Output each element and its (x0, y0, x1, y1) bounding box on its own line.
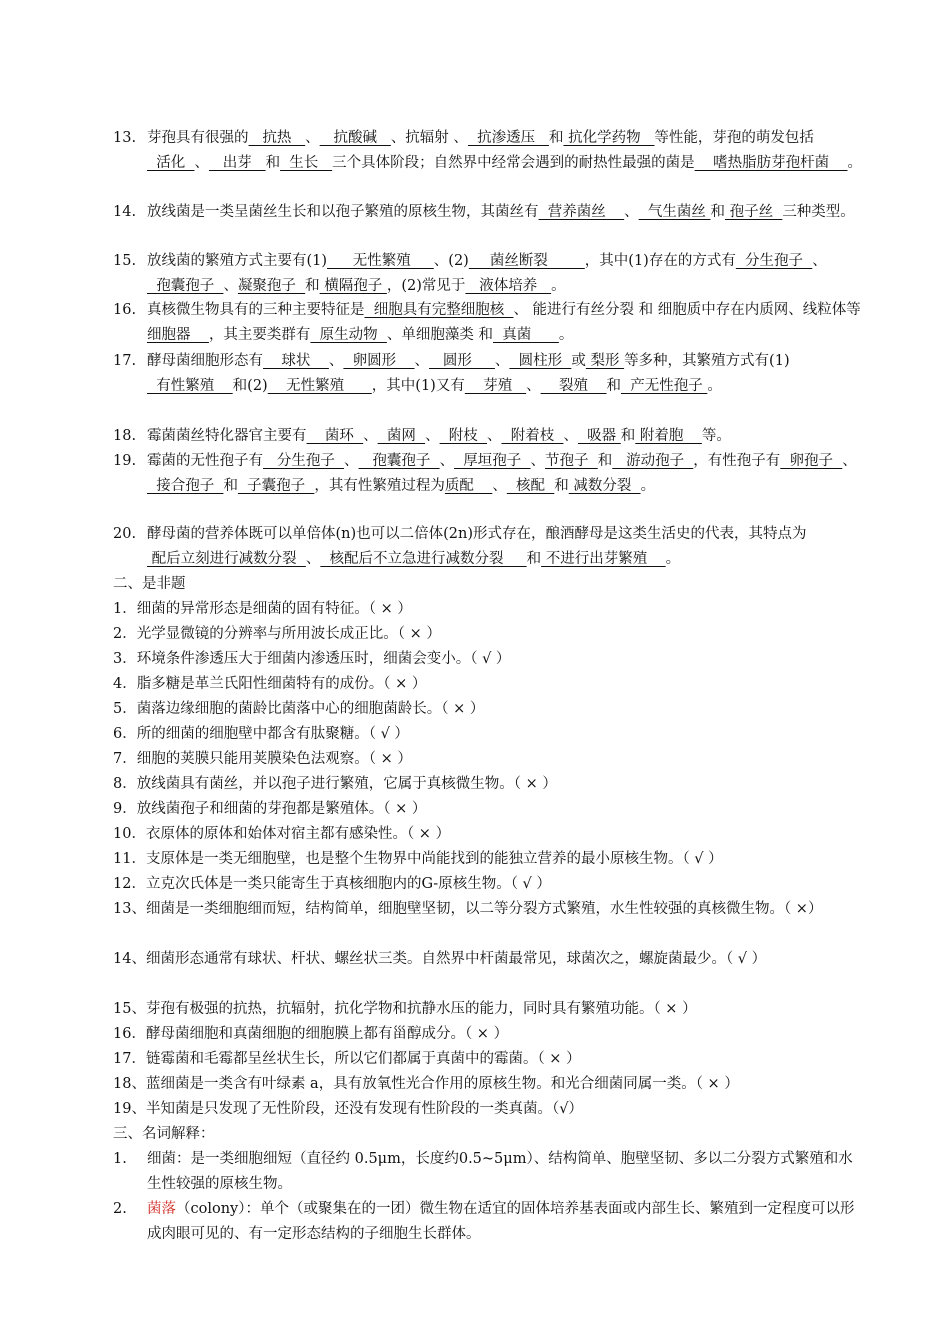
item-number: 14. (113, 204, 137, 220)
answer-blank: 抗热 (248, 130, 306, 146)
item-text-segment: 和 (305, 278, 320, 294)
tf-item: 3．环境条件渗透压大于细菌内渗透压时，细菌会变小。（ √ ） (113, 651, 511, 667)
tf-item: 8．放线菌具有菌丝，并以孢子进行繁殖，它属于真核微生物。（ × ） (113, 776, 557, 792)
answer-blank: 梨形 (585, 353, 625, 369)
answer-blank: 抗化学药物 (563, 130, 655, 146)
fill-item-16 (113, 298, 863, 348)
item-text-segment: ，有性孢子有 (693, 453, 781, 469)
answer-blank: 营养菌丝 (538, 204, 625, 220)
tf-item: 6．所的细菌的细胞壁中都含有肽聚糖。（ √ ） (113, 726, 409, 742)
item-text-segment: 。 (640, 478, 656, 494)
item-text-segment: 、 (494, 353, 510, 369)
item-text-segment: ，其中(1)存在的方式有 (584, 253, 736, 269)
item-text-segment: 和(2) (232, 378, 268, 394)
answer-blank: 芽殖 (464, 378, 527, 394)
fill-item-13 (113, 126, 863, 176)
item-text-segment: 和 (223, 478, 238, 494)
tf-item: 10．衣原体的原体和始体对宿主都有感染性。（ × ） (113, 826, 451, 842)
item-text-segment: 、 (624, 204, 639, 220)
item-text (147, 249, 863, 299)
item-text-segment: 、 (194, 155, 209, 171)
item-text-segment: ，(2)常见于 (386, 278, 466, 294)
answer-blank: 节孢子 (545, 453, 598, 469)
answer-blank: 细胞具有完整细胞核 (364, 302, 514, 318)
answer-blank: 不进行出芽繁殖 (541, 551, 666, 567)
item-text-segment: 放线菌的繁殖方式主要有(1) (147, 253, 328, 269)
answer-blank: 质配 (444, 478, 493, 494)
item-text-segment: 和 (597, 453, 613, 469)
item-text-segment: 或 (571, 353, 586, 369)
answer-blank: _ 无性繁殖 (327, 253, 434, 269)
item-text-segment: 。 (551, 278, 566, 294)
definition-body: 细菌：是一类细胞细短（直径约 0.5μm，长度约0.5~5μm）、结构简单、胞壁坚韧、多以二分裂方式繁殖和水生性较强的原核生物。 (147, 1151, 853, 1192)
answer-blank: 孢囊孢子 (358, 453, 440, 469)
answer-blank: 圆柱形 (509, 353, 572, 369)
tf-item: 1．细菌的异常形态是细菌的固有特征。（ × ） (113, 601, 412, 617)
answer-blank: 裂殖 (540, 378, 607, 394)
answer-blank: 液体培养 (465, 278, 552, 294)
item-text-segment: 、 (530, 453, 546, 469)
answer-blank: _菌丝断裂 (468, 253, 585, 269)
item-text-segment: 、 (414, 353, 430, 369)
item-number: 19. (113, 453, 137, 469)
tf-item: 12．立克次氏体是一类只能寄生于真核细胞内的G-原核生物。（ √ ） (113, 876, 551, 892)
answer-blank: 嗜热脂肪芽孢杆菌 (694, 155, 848, 171)
item-text-segment: 、 (223, 278, 238, 294)
fill-item-17 (113, 349, 863, 399)
item-text (147, 298, 863, 348)
answer-blank: 厚垣孢子 (454, 453, 531, 469)
item-text (147, 449, 863, 499)
fill-item-15 (113, 249, 863, 299)
answer-blank: 无性繁殖 (267, 378, 372, 394)
item-text (147, 522, 863, 572)
item-text-segment: 、 (305, 551, 321, 567)
item-text-segment: 、 (328, 353, 344, 369)
fill-item-20 (113, 522, 863, 572)
answer-blank: 细胞器 (147, 327, 209, 343)
item-number: 1. (113, 1151, 127, 1167)
item-text-segment: ，其中(1)又有 (371, 378, 465, 394)
answer-blank: 横隔孢子 (319, 278, 387, 294)
answer-blank: 生长 (280, 155, 333, 171)
answer-blank: 附枝 (439, 428, 488, 444)
item-text-segment: 放线菌是一类呈菌丝生长和以孢子繁殖的原核生物，其菌丝有 (147, 204, 539, 220)
item-text-segment: 酵母菌细胞形态有 (147, 353, 263, 369)
item-text-segment: 、抗辐射 、 (390, 130, 468, 146)
tf-item: 9．放线菌孢子和细菌的芽孢都是繁殖体。（ × ） (113, 801, 427, 817)
definition-text (147, 1147, 863, 1197)
item-text-segment: 霉菌菌丝特化器官主要有 (147, 428, 307, 444)
answer-blank: 核配 (506, 478, 555, 494)
answer-blank: 菌环 (306, 428, 364, 444)
answer-blank: 分生孢子 (263, 453, 345, 469)
tf-item: 2．光学显微镜的分辨率与所用波长成正比。（ × ） (113, 626, 441, 642)
tf-item: 17．链霉菌和毛霉都呈丝状生长，所以它们都属于真菌中的霉菌。（ × ） (113, 1051, 581, 1067)
item-text-segment: 和 (548, 130, 564, 146)
item-text (147, 126, 863, 176)
section-heading-definitions: 三、名词解释： (113, 1126, 215, 1142)
item-text-segment: 等。 (701, 428, 731, 444)
item-number: 15. (113, 253, 137, 269)
answer-blank: 有性繁殖 (147, 378, 233, 394)
section-heading-true-false: 二、是非题 (113, 576, 186, 592)
item-text-segment: 、 能进行有丝分裂 和 细胞质中存在内质网、线粒体等 (513, 302, 861, 318)
item-text-segment: 和 (710, 204, 725, 220)
answer-blank: 配后立刻进行减数分裂 (147, 551, 306, 567)
item-text-segment: 。 (665, 551, 681, 567)
item-number: 2. (113, 1201, 127, 1217)
definition-body: （colony）：单个（或聚集在的一团）微生物在适宜的固体培养基表面或内部生长、繁殖到一定程度可以形成肉眼可见的、有一定形态结构的子细胞生长群体。 (147, 1201, 855, 1242)
item-text-segment: 、 (842, 453, 857, 469)
item-text-segment: 霉菌的无性孢子有 (147, 453, 263, 469)
answer-blank: 减数分裂 (568, 478, 641, 494)
answer-blank: 孢子丝 (724, 204, 783, 220)
fill-item-19 (113, 449, 863, 499)
fill-item-14 (113, 200, 863, 225)
item-text-segment: 、单细胞藻类 和 (386, 327, 493, 343)
item-number: 17. (113, 353, 137, 369)
item-number: 13. (113, 130, 137, 146)
item-text-segment: 和 (526, 551, 542, 567)
item-text-segment: 、 (492, 478, 507, 494)
tf-item: 15、芽孢有极强的抗热，抗辐射，抗化学物和抗静水压的能力，同时具有繁殖功能。（ × ） (113, 1001, 697, 1017)
item-text-segment: ，其主要类群有 (208, 327, 311, 343)
item-text-segment: 。 (847, 155, 863, 171)
fill-item-18 (113, 424, 863, 449)
answer-blank: 真菌 (492, 327, 559, 343)
answer-blank: 卵圆形 (343, 353, 415, 369)
answer-blank: 产无性孢子 (620, 378, 708, 394)
answer-blank: 附着胞 (635, 428, 702, 444)
item-text-segment: 和 (606, 378, 621, 394)
tf-item: 18、蓝细菌是一类含有叶绿素 a，具有放氧性光合作用的原核生物。和光合细菌同属一类。（ × ） (113, 1076, 739, 1092)
item-text (147, 424, 863, 449)
answer-blank: 附着枝 (501, 428, 564, 444)
item-text-segment: 。 (558, 327, 574, 343)
item-number: 16. (113, 302, 137, 318)
item-text-segment: 、 (363, 428, 378, 444)
answer-blank: 抗酸碱 (319, 130, 391, 146)
tf-item: 5．菌落边缘细胞的菌龄比菌落中心的细胞菌龄长。（ × ） (113, 701, 485, 717)
answer-blank: 活化 (147, 155, 195, 171)
item-text-segment: 等多种，其繁殖方式有(1) (624, 353, 790, 369)
item-text-segment: ，其有性繁殖过程为 (314, 478, 445, 494)
tf-item: 7．细胞的荚膜只能用荚膜染色法观察。（ × ） (113, 751, 412, 767)
item-text-segment: 、 (526, 378, 541, 394)
tf-item: 16．酵母菌细胞和真菌细胞的细胞膜上都有甾醇成分。（ × ） (113, 1026, 509, 1042)
item-text-segment: 和 (265, 155, 281, 171)
item-text-segment: 酵母菌的营养体既可以单倍体(n)也可以二倍体(2n)形式存在，酿酒酵母是这类生活史的代表，其特点为 (147, 526, 807, 542)
answer-blank: 游动孢子 (612, 453, 694, 469)
answer-blank: 原生动物 (310, 327, 387, 343)
item-text-segment: 、 (487, 428, 502, 444)
item-number: 18. (113, 428, 137, 444)
answer-blank: 凝聚孢子 (237, 278, 306, 294)
item-text-segment: 真核微生物具有的三种主要特征是 (147, 302, 365, 318)
item-text-segment: 三个具体阶段；自然界中经常会遇到的耐热性最强的菌是 (332, 155, 695, 171)
definition-text (147, 1197, 863, 1247)
item-text-segment: 、(2) (433, 253, 469, 269)
item-text-segment: 、 (439, 453, 455, 469)
item-text-segment: 芽孢具有很强的 (147, 130, 249, 146)
answer-blank: 抗渗透压 (467, 130, 549, 146)
answer-blank: 气生菌丝 (638, 204, 711, 220)
tf-item: 13、细菌是一类细胞细而短，结构简单，细胞壁坚韧，以二等分裂方式繁殖，水生性较强的真核微生物。（ ×） (113, 901, 823, 917)
item-text-segment: 和 (554, 478, 569, 494)
item-text-segment: 、 (425, 428, 440, 444)
definition-item-1 (113, 1147, 863, 1197)
item-text-segment: 。 (707, 378, 722, 394)
tf-item: 19、半知菌是只发现了无性阶段，还没有发现有性阶段的一类真菌。（√） (113, 1101, 583, 1117)
answer-blank: 子囊孢子 (237, 478, 315, 494)
item-number: 20. (113, 526, 137, 542)
definition-item-2 (113, 1197, 863, 1247)
item-text-segment: 和 (620, 428, 636, 444)
answer-blank: 卵孢子 (780, 453, 843, 469)
tf-item: 11．支原体是一类无细胞壁，也是整个生物界中尚能找到的能独立营养的最小原核生物。（ √ ） (113, 851, 723, 867)
definition-term: 菌落 (147, 1201, 176, 1217)
answer-blank: 接合孢子 (147, 478, 224, 494)
answer-blank: 吸器 (577, 428, 621, 444)
answer-blank: 出芽 (208, 155, 266, 171)
item-text-segment: 、 (344, 453, 359, 469)
answer-blank: 菌网 (377, 428, 426, 444)
answer-blank: 分生孢子 (735, 253, 813, 269)
item-text (147, 200, 863, 225)
answer-blank: 球状 (263, 353, 329, 369)
item-text-segment: 、 (563, 428, 578, 444)
tf-item: 14、细菌形态通常有球状、杆状、螺丝状三类。自然界中杆菌最常见，球菌次之，螺旋菌最少。（ √ ） (113, 951, 767, 967)
item-text-segment: 等性能，芽孢的萌发包括 (654, 130, 814, 146)
item-text-segment: 三种类型。 (782, 204, 855, 220)
tf-item: 4．脂多糖是革兰氏阳性细菌特有的成份。（ × ） (113, 676, 427, 692)
answer-blank: 圆形 (429, 353, 495, 369)
answer-blank: 核配后不立急进行减数分裂 (320, 551, 527, 567)
item-text-segment: 、 (305, 130, 320, 146)
item-text-segment: 、 (812, 253, 827, 269)
answer-blank: 孢囊孢子 (147, 278, 224, 294)
item-text (147, 349, 863, 399)
